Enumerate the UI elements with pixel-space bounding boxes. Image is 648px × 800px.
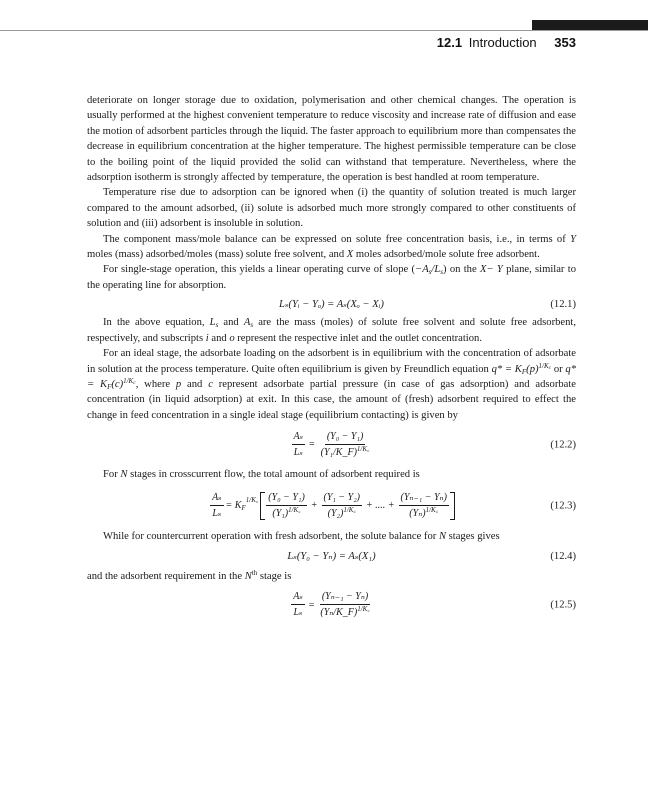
paragraph-2: Temperature rise due to adsorption can be ignored when (i) the quantity of solution treated is much larger compared to the amount adsorbed, (ii) solute is adsorbed much more strongly compared to other constituents of solution and (iii) adsorbent is insoluble in solution. [87,187,576,230]
equation-12-5: $\frac{\text{Aₛ}}{\text{Lₛ}}$ = $\frac{\text{(Yₙ₋₁ − Yₙ)}}{(Y_n/K\_F)^{1/K꜀}}$ (12.5) [293,591,576,619]
page-number: 353 [554,35,576,50]
eq3-lhs: $\frac{\text{Aₛ}}{\text{Lₛ}}$ [212,491,222,519]
eq2-lhs: $\frac{\text{Aₛ}}{\text{Lₛ}}$ [293,431,304,459]
equation-12-3: $\frac{\text{Aₛ}}{\text{Lₛ}}$ = $K_F^{1/K꜀}$ $\frac{\text{(Y₀ − Y₁)}}{(Y_1)^{1/K꜀}}$ + $\frac{\text{(Y₁ − Y₂)}}{(Y_2)^{1/K꜀}}$ + .... + $\frac{\text{(Yₙ₋₁ − Yₙ)}}{(Y_n)^{1/K꜀}}$ (12.3) [212,491,576,519]
running-head [437,35,576,50]
paragraph-9: and the adsorbent requirement in the $N^{th}$ stage is [87,568,292,582]
paragraph-8: While for countercurrent operation with fresh adsorbent, the solute balance for N stages gives [103,530,500,542]
section-title: Introduction [468,35,537,50]
eq5-rhs: $\frac{\text{(Yₙ₋₁ − Yₙ)}}{(Y_n/K\_F)^{1/K꜀}}$ [320,591,370,619]
equation-12-1-number: (12.1) [550,299,576,311]
header-rule [0,30,648,31]
paragraph-1: deteriorate on longer storage due to oxidation, polymerisation and other chemical changes. The operation is usually performed at the highest convenient temperature to reduce viscosity and increase rate of diffusion and ease the motion of adsorbent particles through the liquid. The faster approach to equilibrium more than compensates the decrease in equilibrium concentration at the higher temperature. The highest permissible temperature can be close to the boiling point of the liquid provided the solid can withstand that temperature. Nevertheless, where the adsorption isotherm is strongly affected by temperature, the operation is best handled at room temperature. [87,95,576,184]
paragraph-6: For an ideal stage, the adsorbate loading on the adsorbent is in equilibrium with the concentration of adsorbate in solution at the process temperature. Quite often equilibrium is given by Freundlich equation $q* = K_F(p)^{1/Kc}$ or $q* = K_F(c)^{1/Kc}$, where p and c represent adsorbate partial pressure (in case of gas adsorption) and adsorbate concentration (in liquid adsorption) at exit. In this case, the amount of (fresh) adsorbent required to effect the change in feed concentration in a single ideal stage (equilibrium contacting) is given by [87,348,577,421]
equation-12-4 [87,549,576,565]
paragraph-7: For N stages in crosscurrent flow, the total amount of adsorbent required is [103,469,420,481]
equation-12-1-expr: Lₛ(Yᵢ − Yₒ) = Aₛ(Xₒ − Xᵢ) [279,299,384,311]
equation-12-2: $\frac{\text{Aₛ}}{\text{Lₛ}}$ = $\frac{\text{(Y₀ − Y₁)}}{(Y_1/K\_F)^{1/K꜀}}$ (12.2) [293,431,576,459]
eq5-lhs: $\frac{\text{Aₛ}}{\text{Lₛ}}$ [293,591,303,619]
body-text [87,93,576,626]
equation-12-4-number: (12.4) [550,550,576,562]
paragraph-5: In the above equation, $L_s$ and $A_s$ are the mass (moles) of solute free solvent and solute free adsorbent, respectively, and subscripts i and o represent the respective inlet and the outlet concentration. [87,317,577,344]
equation-12-3-number: (12.3) [550,499,576,511]
equation-12-2-number: (12.2) [550,439,576,451]
section-number: 12.1 [436,35,463,50]
paragraph-4: For single-stage operation, this yields a linear operating curve of slope $(-A_s/L_s)$ on the X− Y plane, similar to the operating line for absorption. [87,264,576,291]
equation-12-4-expr: Lₛ(Y₀ − Yₙ) = Aₛ(X₁) [287,550,376,562]
paragraph-3: The component mass/mole balance can be expressed on solute free concentration basis, i.e., in terms of Y moles (mass) adsorbed/moles (mass) solute free solvent, and X moles adsorbed/mole solute free adsorbent. [87,233,576,261]
eq2-rhs: $\frac{\text{(Y₀ − Y₁)}}{(Y_1/K\_F)^{1/K꜀}}$ [320,431,370,459]
equation-12-5-number: (12.5) [550,599,576,611]
equation-12-1 [87,297,576,313]
eq3-bracket: $\frac{\text{(Y₀ − Y₁)}}{(Y_1)^{1/K꜀}}$ + $\frac{\text{(Y₁ − Y₂)}}{(Y_2)^{1/K꜀}}$ + .... + $\frac{\text{(Yₙ₋₁ − Yₙ)}}{(Y_n)^{1/K꜀}}$ [260,492,455,520]
